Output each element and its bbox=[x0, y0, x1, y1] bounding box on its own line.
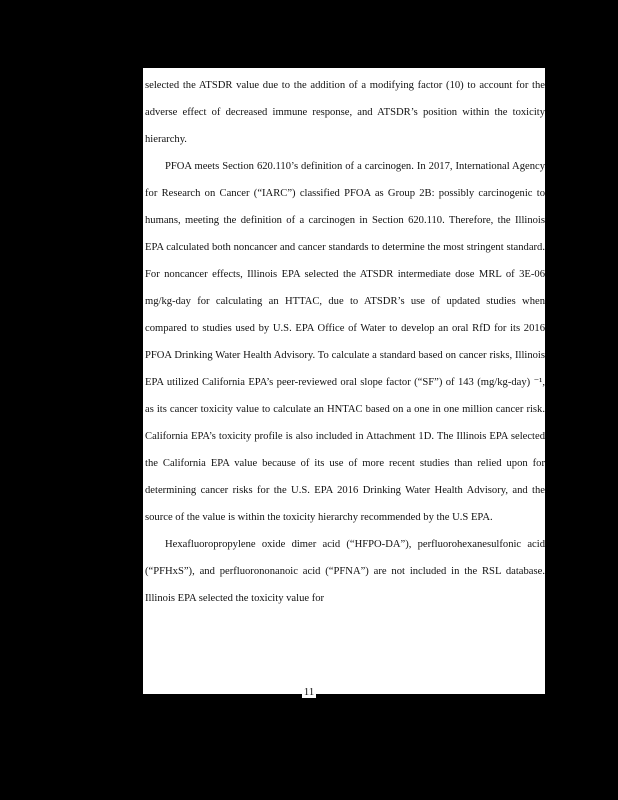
page-number bbox=[0, 685, 618, 699]
paragraph-pfoa-carcinogen: PFOA meets Section 620.110’s definition of a carcinogen. In 2017, International Agency for Research on Cancer (“IARC”) classified PFOA as Group 2B: possibly carcinogenic to humans, meeting the definition of a carcinogen in Section 620.110. Therefore, the Illinois EPA calculated both noncancer and cancer standards to determine the most stringent standard. For noncancer effects, Illinois EPA selected the ATSDR intermediate dose MRL of 3E-06 mg/kg-day for calculating an HTTAC, due to ATSDR’s use of updated studies when compared to studies used by U.S. EPA Office of Water to develop an oral RfD for its 2016 PFOA Drinking Water Health Advisory. To calculate a standard based on cancer risks, Illinois EPA utilized California EPA’s peer-reviewed oral slope factor (“SF”) of 143 (mg/kg-day) ⁻¹, as its cancer toxicity value to calculate an HNTAC based on a one in one million cancer risk. California EPA’s toxicity profile is also included in Attachment 1D. The Illinois EPA selected the California EPA value because of its use of more recent studies than relied upon for determining cancer risks for the U.S. EPA 2016 Drinking Water Health Advisory, and the source of the value is within the toxicity hierarchy recommended by the U.S EPA. bbox=[145, 161, 545, 523]
paragraph-atsdr-continuation: selected the ATSDR value due to the addition of a modifying factor (10) to account for the adverse effect of decreased immune response, and ATSDR’s position within the toxicity hierarchy. bbox=[145, 80, 545, 145]
page-number-text: 11 bbox=[303, 686, 315, 698]
paragraph-hfpo-da: Hexafluoropropylene oxide dimer acid (“HFPO-DA”), perfluorohexanesulfonic acid (“PFHxS”), and perfluorononanoic acid (“PFNA”) are not included in the RSL database. Illinois EPA selected the toxicity value for bbox=[145, 539, 545, 604]
document-page bbox=[143, 68, 545, 694]
